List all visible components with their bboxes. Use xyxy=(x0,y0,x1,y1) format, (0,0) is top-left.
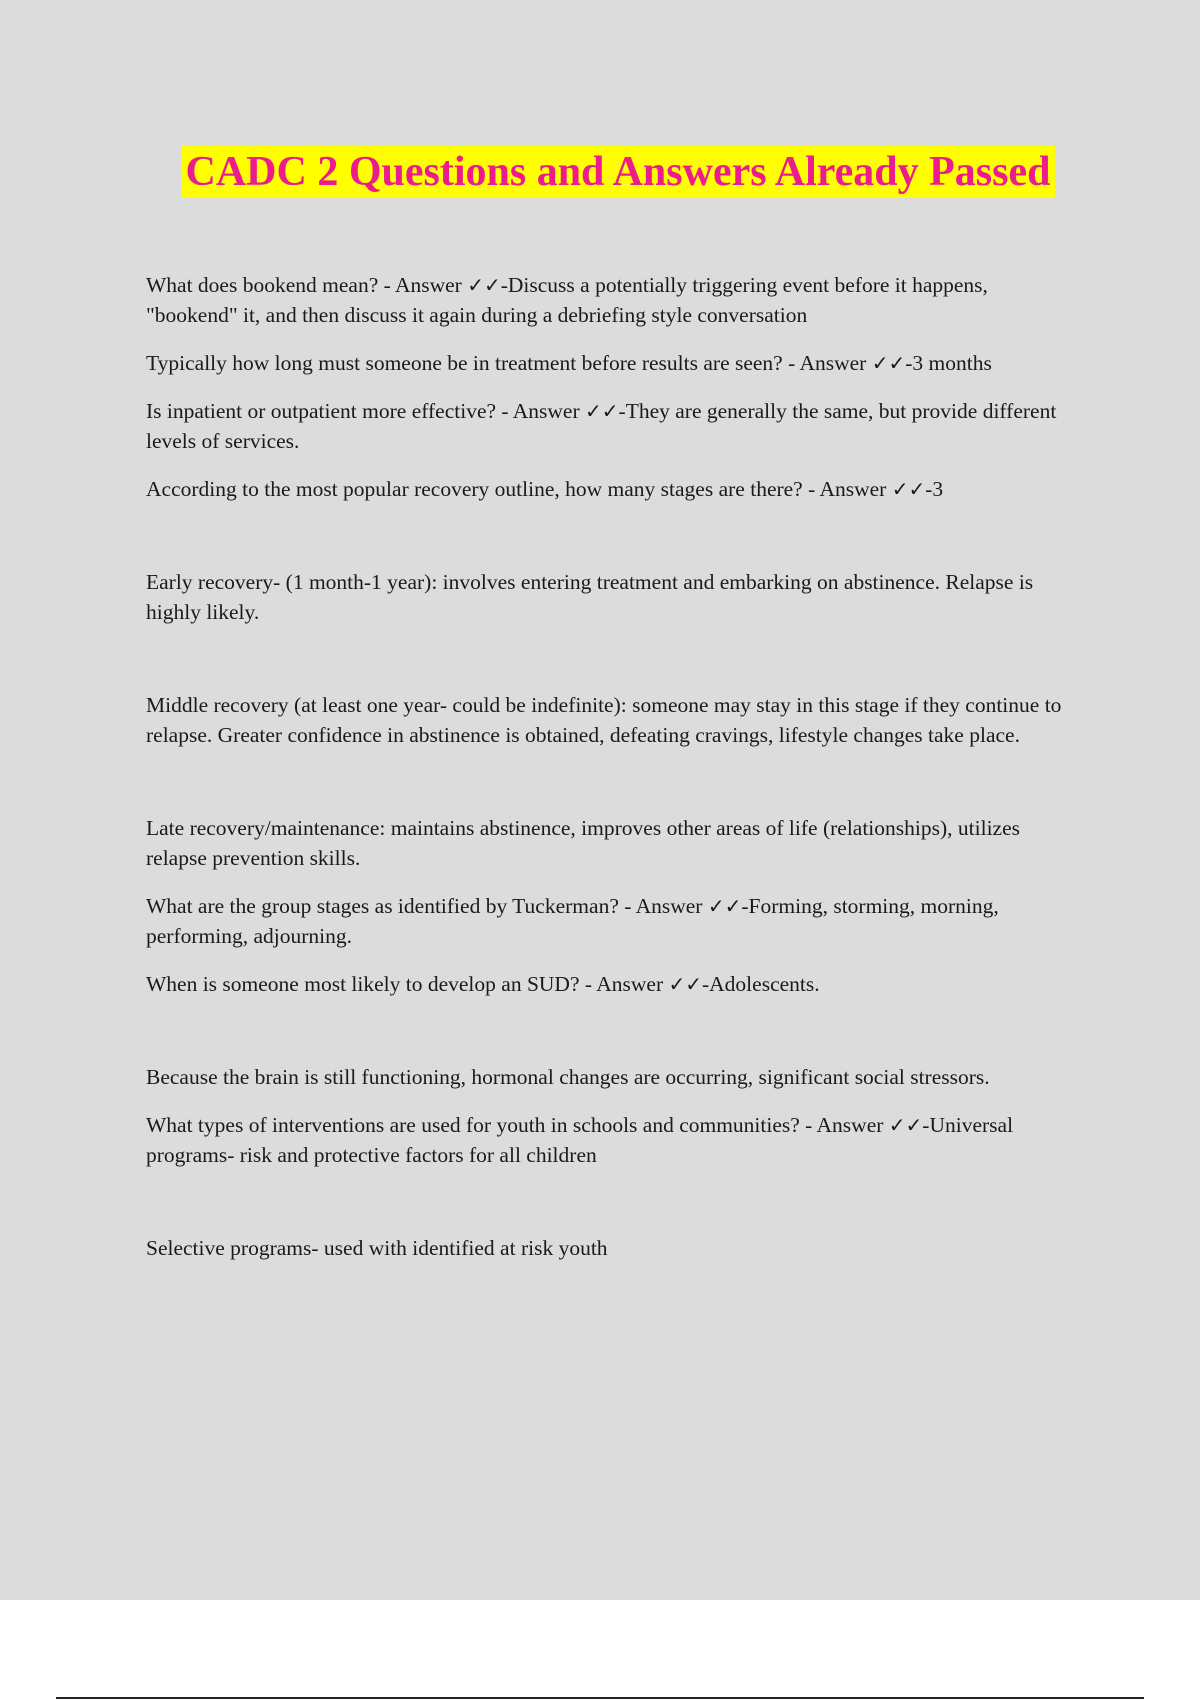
text-paragraph: Early recovery- (1 month-1 year): involves entering treatment and embarking on abstinence. Relapse is highly likely. xyxy=(146,570,1034,624)
question-text: What types of interventions are used for youth in schools and communities? - xyxy=(146,1113,817,1137)
qa-item xyxy=(146,348,1076,378)
text-paragraph: Selective programs- used with identified at risk youth xyxy=(146,1236,608,1260)
qa-item xyxy=(146,891,1076,951)
question-text: Is inpatient or outpatient more effective? - xyxy=(146,399,513,423)
answer-label: Answer xyxy=(816,1113,884,1137)
answer-text: -Discuss a potentially triggering event before it happens, "bookend" it, and then discuss it again during a debriefing style conversation xyxy=(146,273,988,327)
answer-label: Answer xyxy=(394,273,462,297)
document-title: CADC 2 Questions and Answers Already Passed xyxy=(182,146,1055,198)
double-check-icon: ✓✓ xyxy=(891,477,926,501)
double-check-icon: ✓✓ xyxy=(888,1113,923,1137)
double-check-icon: ✓✓ xyxy=(707,894,742,918)
text-paragraph: Late recovery/maintenance: maintains abstinence, improves other areas of life (relationships), utilizes relapse prevention skills. xyxy=(146,816,1020,870)
question-text: Typically how long must someone be in treatment before results are seen? - xyxy=(146,351,800,375)
title-container xyxy=(0,146,1200,198)
double-check-icon: ✓✓ xyxy=(585,399,619,423)
qa-item xyxy=(146,396,1076,456)
answer-label: Answer xyxy=(799,351,867,375)
answer-text: -Forming, storming, morning, performing, adjourning. xyxy=(146,894,999,948)
answer-text: -3 months xyxy=(905,351,992,375)
page-divider xyxy=(56,1697,1144,1699)
answer-text: -They are generally the same, but provide different levels of services. xyxy=(146,399,1057,453)
text-paragraph: Because the brain is still functioning, hormonal changes are occurring, significant social stressors. xyxy=(146,1065,990,1089)
answer-label: Answer xyxy=(819,477,887,501)
answer-text: -Universal programs- risk and protective factors for all children xyxy=(146,1113,1014,1167)
question-text: What does bookend mean? - xyxy=(146,273,395,297)
double-check-icon: ✓✓ xyxy=(871,351,906,375)
question-text: When is someone most likely to develop an SUD? - xyxy=(146,972,597,996)
answer-text: -Adolescents. xyxy=(702,972,820,996)
answer-text: -3 xyxy=(925,477,944,501)
qa-item xyxy=(146,1110,1076,1170)
qa-item xyxy=(146,270,1076,330)
qa-item xyxy=(146,474,1076,504)
answer-label: Answer xyxy=(635,894,703,918)
question-text: What are the group stages as identified by Tuckerman? - xyxy=(146,894,636,918)
double-check-icon: ✓✓ xyxy=(467,273,501,297)
qa-item xyxy=(146,969,1076,999)
text-paragraph: Middle recovery (at least one year- could be indefinite): someone may stay in this stage if they continue to relapse. Greater confidence in abstinence is obtained, defeating cravings, lifestyle changes take place. xyxy=(146,693,1062,747)
double-check-icon: ✓✓ xyxy=(668,972,702,996)
answer-label: Answer xyxy=(512,399,580,423)
answer-label: Answer xyxy=(596,972,664,996)
question-text: According to the most popular recovery outline, how many stages are there? - xyxy=(146,477,820,501)
document-body xyxy=(146,270,1076,1263)
